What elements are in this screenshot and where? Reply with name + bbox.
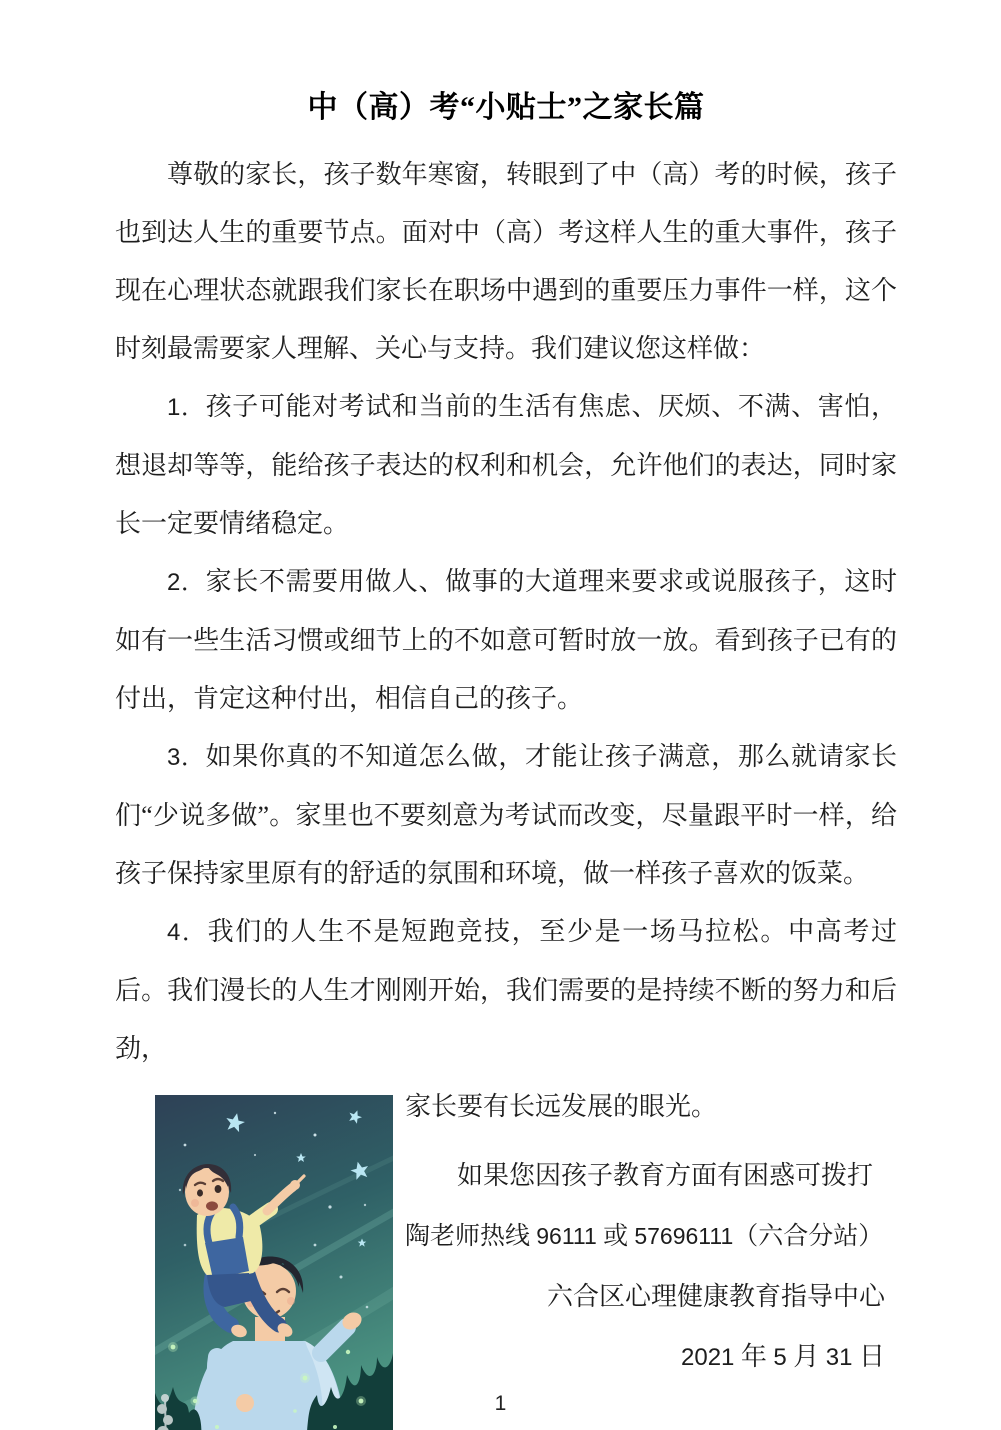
date-day-unit: 日 xyxy=(852,1342,885,1371)
list-item-2 xyxy=(115,553,897,728)
page-number: 1 xyxy=(494,1392,507,1415)
item-4-text: 我们的人生不是短跑竞技，至少是一场马拉松。中高考过后。我们漫长的人生才刚刚开始，我们需要的是持续不断的努力和后劲， xyxy=(115,917,897,1063)
date-day: 31 xyxy=(825,1344,853,1371)
date-month: 5 xyxy=(773,1344,787,1371)
item-3-text: 如果你真的不知道怎么做，才能让孩子满意，那么就请家长们“少说多做”。家里也不要刻意为考试而改变，尽量跟平时一样，给孩子保持家里原有的舒适的氛围和环境，做一样孩子喜欢的饭菜。 xyxy=(115,742,897,888)
hotline-label: 陶老师热线 xyxy=(405,1223,537,1250)
hotline-line xyxy=(405,1206,897,1267)
document-content xyxy=(115,0,897,1388)
signature-line: 六合区心理健康教育指导中心 xyxy=(546,1282,885,1311)
date-year: 2021 xyxy=(681,1344,735,1371)
item-1-number: 1． xyxy=(167,394,206,421)
item-4-continuation: 家长要有长远发展的眼光。 xyxy=(405,1092,718,1121)
item-3-number: 3． xyxy=(167,744,206,771)
consult-line: 如果您因孩子教育方面有困惑可拨打 xyxy=(457,1161,874,1190)
list-item-4 xyxy=(115,903,897,1078)
item-2-number: 2． xyxy=(167,569,206,596)
item-1-text: 孩子可能对考试和当前的生活有焦虑、厌烦、不满、害怕，想退却等等，能给孩子表达的权利和机会，允许他们的表达，同时家长一定要情绪稳定。 xyxy=(115,392,897,538)
bottom-section xyxy=(115,1078,897,1388)
hotline-branch: （六合分站） xyxy=(733,1223,884,1250)
date-month-unit: 月 xyxy=(786,1342,826,1371)
father-son-stargazing-illustration xyxy=(155,1095,393,1430)
intro-paragraph: 尊敬的家长，孩子数年寒窗，转眼到了中（高）考的时候，孩子也到达人生的重要节点。面对中（高）考这样人生的重大事件，孩子现在心理状态就跟我们家长在职场中遇到的重要压力事件一样，这个时刻最需要家人理解、关心与支持。我们建议您这样做： xyxy=(115,160,897,363)
date-line xyxy=(405,1327,897,1388)
item-2-text: 家长不需要用做人、做事的大道理来要求或说服孩子，这时如有一些生活习惯或细节上的不如意可暂时放一放。看到孩子已有的付出，肯定这种付出，相信自己的孩子。 xyxy=(115,567,897,713)
item-4-number: 4． xyxy=(167,919,208,946)
list-item-3 xyxy=(115,728,897,903)
document-title: 中（高）考“小贴士”之家长篇 xyxy=(307,91,705,124)
list-item-1 xyxy=(115,378,897,553)
hotline-number-1: 96111 xyxy=(536,1223,597,1249)
date-year-unit: 年 xyxy=(734,1342,774,1371)
hotline-number-2: 57696111 xyxy=(634,1223,734,1249)
hotline-or: 或 xyxy=(596,1223,635,1250)
